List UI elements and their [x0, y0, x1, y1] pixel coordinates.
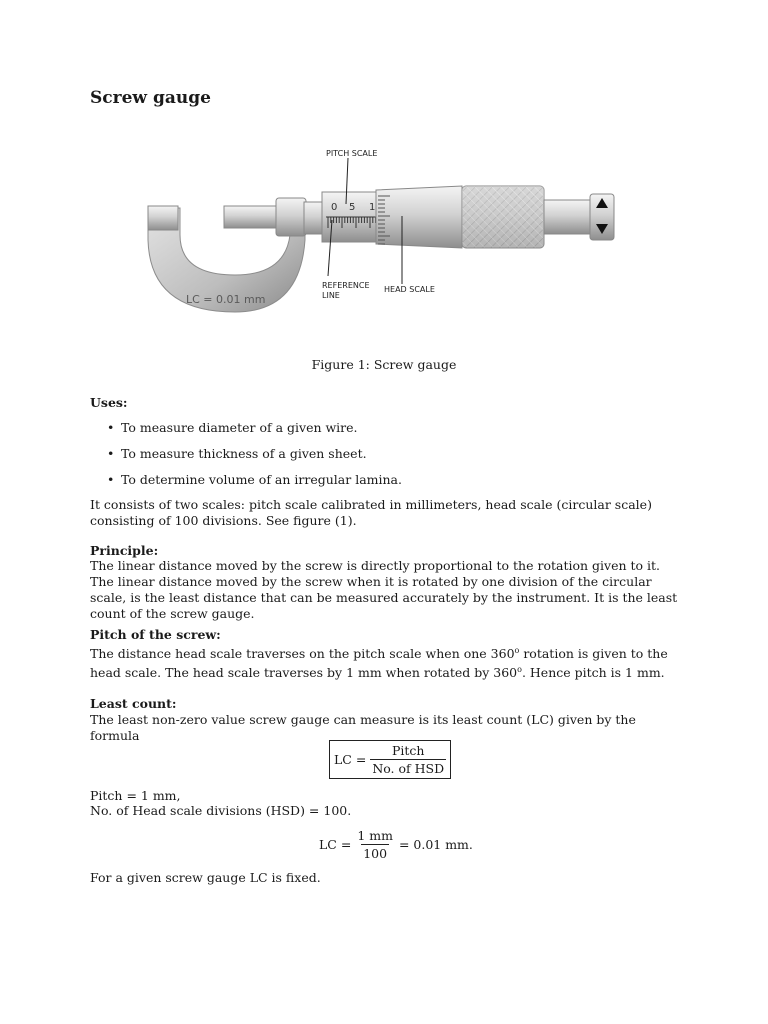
given-hsd: No. of Head scale divisions (HSD) = 100. — [90, 803, 352, 818]
least-count-heading: Least count: — [90, 696, 177, 711]
list-item: • To determine volume of an irregular lamina. — [90, 472, 680, 498]
closing-sentence: For a given screw gauge LC is fixed. — [90, 870, 321, 885]
principle-paragraph: The linear distance moved by the screw is directly proportional to the rotation given to it. The linear distance moved by the screw when it is rotated by one division of the circular scale, is the least distance that can be measured accurately by the instrument. It is the least count of the screw gauge. — [90, 558, 678, 621]
thimble — [376, 186, 462, 248]
intro-paragraph: It consists of two scales: pitch scale calibrated in millimeters, head scale (circular scale) consisting of 100 divisions. See figure (1). — [90, 497, 652, 528]
formula-fraction — [370, 743, 446, 776]
screw-gauge-figure — [140, 140, 620, 340]
label-head-scale: HEAD SCALE — [384, 285, 435, 294]
label-pitch-scale: PITCH SCALE — [326, 149, 378, 158]
formula-lhs: LC = — [334, 752, 367, 767]
section-title: Screw gauge — [90, 88, 211, 108]
list-item: • To measure thickness of a given sheet. — [90, 446, 680, 472]
uses-list — [90, 420, 680, 498]
uses-list-wrapper — [90, 420, 680, 498]
scale-mark-10: 1 — [369, 202, 376, 213]
calc-fraction — [355, 828, 395, 861]
label-reference-line-1: REFERENCE — [322, 281, 370, 290]
uses-heading: Uses: — [90, 395, 128, 410]
calc-numerator: 1 mm — [357, 828, 393, 843]
formula-numerator: Pitch — [391, 743, 425, 758]
calc-lhs: LC = — [319, 837, 352, 852]
figure-caption: Figure 1: Screw gauge — [311, 357, 457, 372]
formula-denominator: No. of HSD — [372, 761, 445, 776]
pitch-paragraph: The distance head scale traverses on the pitch scale when one 360$^o$ rotation is given to the head scale. The head scale traverses by 1 mm when rotated by 360$^o$. Hence pitch is 1 mm. — [90, 646, 668, 681]
spindle — [224, 206, 284, 228]
label-reference-line-2: LINE — [322, 291, 340, 300]
least-count-paragraph: The least non-zero value screw gauge can measure is its least count (LC) given by the formula — [90, 712, 636, 743]
calc-rhs: = 0.01 mm. — [398, 837, 473, 852]
pitch-heading: Pitch of the screw: — [90, 627, 221, 642]
scale-mark-0: 0 — [331, 202, 338, 213]
calc-denominator: 100 — [363, 846, 388, 861]
principle-heading: Principle: — [90, 543, 159, 558]
given-pitch: Pitch = 1 mm, — [90, 788, 181, 803]
label-least-count: LC = 0.01 mm — [186, 293, 266, 306]
least-count-formula — [329, 740, 451, 779]
scale-mark-5: 5 — [349, 202, 356, 213]
least-count-calculation — [319, 828, 473, 861]
list-item: • To measure diameter of a given wire. — [90, 420, 680, 446]
